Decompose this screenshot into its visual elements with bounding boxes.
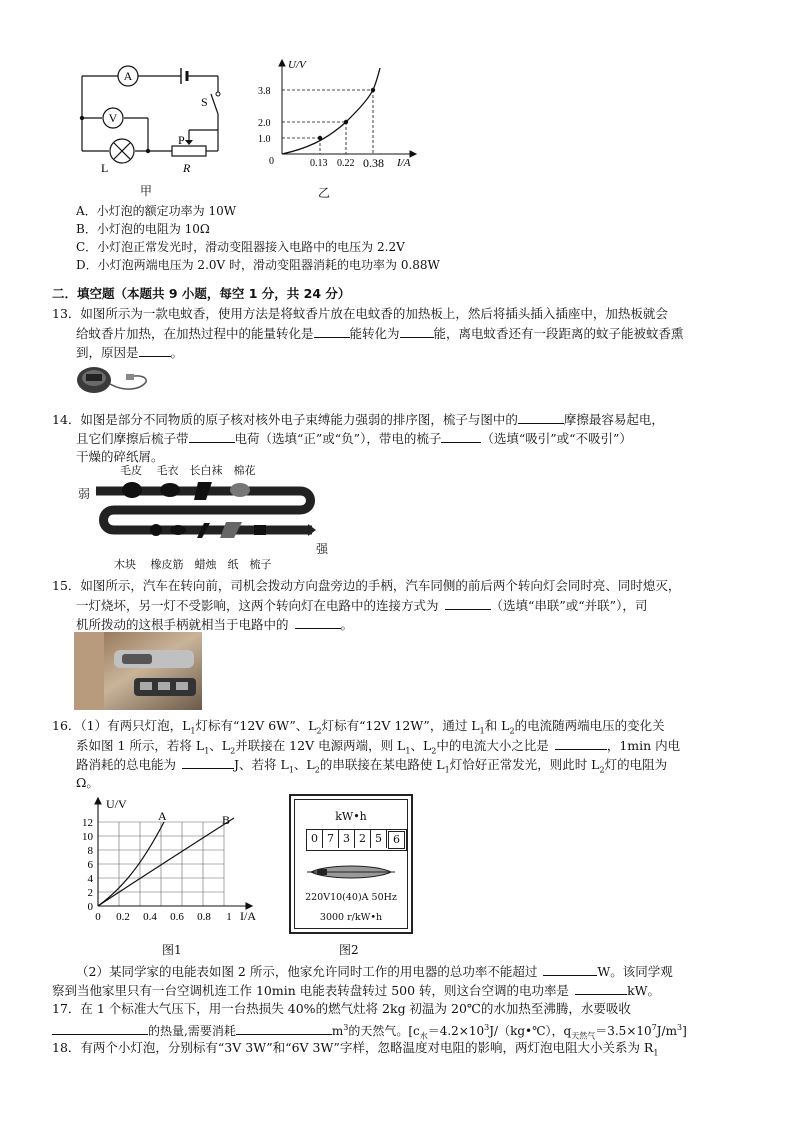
fig1-y-tick: 4: [87, 873, 93, 885]
meter-spec-1: 220V10(40)A 50Hz: [305, 892, 397, 903]
meter-digit: 5: [371, 830, 387, 848]
meter-spec-2: 3000 r/kW•h: [319, 912, 383, 923]
fig1-y-tick: 10: [82, 831, 93, 843]
meter-digits: [306, 829, 407, 851]
q13-line2: 给蚊香片加热，在加热过程中的能量转化是 能转化为 能，离电蚊香还有一段距离的蚊子能被蚊香熏: [76, 323, 684, 344]
fig1-x-tick: 0.2: [116, 911, 130, 923]
meter-digit-decimal: 6: [388, 831, 405, 849]
fig1-y-tick: 8: [87, 845, 93, 857]
triboelectric-series-image: [94, 476, 316, 548]
q15-line3: 机所拨动的这根手柄就相当于电路中的 。: [76, 614, 353, 635]
fig1-x-tick: 0.4: [143, 911, 157, 923]
meter-digit: 0: [307, 830, 323, 848]
q13-line3: 到，原因是 。: [76, 342, 183, 363]
voltmeter-label: V: [108, 111, 118, 125]
lamp-label: L: [101, 161, 109, 175]
rheostat-label: R: [183, 161, 191, 175]
q17-line1: 17．在 1 个标准大气压下，用一台热损失 40%的燃气灶将 2kg 初温为 20℃的水加热至沸腾，水要吸收: [52, 1001, 631, 1016]
y-tick: 2.0: [258, 118, 271, 129]
fig1-y-tick: 6: [87, 859, 93, 871]
switch-label: S: [201, 95, 208, 109]
curve-a-label: A: [158, 809, 167, 823]
ammeter-label: A: [123, 69, 133, 83]
q14-line1: 14．如图是部分不同物质的原子核对核外电子束缚能力强弱的排序图，梳子与图中的 摩擦最容易起电，: [52, 409, 664, 430]
q16-part2-line2: 察到当他家里只有一台空调机连工作 10min 电能表转盘转过 500 转，则这台空调的电功率是 kW。: [52, 980, 660, 1001]
electric-meter: [289, 794, 413, 934]
x-tick: 0.38: [363, 156, 384, 170]
fig2-caption: 图2: [339, 943, 359, 957]
x-tick: 0.13: [310, 158, 328, 169]
fig1-y-tick: 2: [87, 887, 93, 899]
q14-line3: 干燥的碎纸屑。: [76, 449, 164, 464]
figure1-chart: [74, 796, 264, 928]
turn-signal-lever-image: [74, 632, 202, 710]
fig1-ylabel: U/V: [106, 797, 127, 811]
strong-label: 强: [316, 542, 329, 556]
q16-line2: 系如图 1 所示，若将 $L_1$、$L_2$并联接在 12V 电源两端，则 $L_1$、$L_2$中的电流大小之比是 ，1min 内电: [76, 735, 680, 762]
graph-origin: 0: [269, 156, 274, 167]
series-bottom-labels: 木块 橡皮筋 蜡烛 纸 梳子: [114, 558, 272, 571]
y-tick: 1.0: [258, 134, 271, 145]
q15-line2: 一灯烧坏，另一灯不受影响，这两个转向灯在电路中的连接方式为 （选填“串联”或“并联”），司: [76, 595, 647, 616]
q16-line3: 路消耗的总电能为 J、若将 $L_1$、$L_2$的串联接在某电路使 $L_1$灯恰好正常发光，则此时 $L_2$灯的电阻为: [76, 754, 667, 781]
fig1-y-tick: 12: [82, 817, 93, 829]
slider-label: P: [178, 133, 185, 147]
fig1-xlabel: I/A: [240, 909, 256, 923]
section-title: 二．填空题（本题共 9 小题，每空 1 分，共 24 分）: [52, 286, 351, 301]
fig1-x-tick: 0.6: [170, 911, 184, 923]
option-d: D．小灯泡两端电压为 2.0V 时，滑动变阻器消耗的电功率为 0.88W: [76, 258, 440, 272]
weak-label: 弱: [78, 487, 91, 501]
curve-b-label: B: [222, 813, 231, 827]
option-a: A．小灯泡的额定功率为 10W: [76, 204, 237, 218]
mosquito-heater-image: [74, 362, 150, 400]
q14-line2: 且它们摩擦后梳子带 电荷（选填“正”或“负”），带电的梳子 （选填“吸引”或“不吸引”）: [76, 428, 632, 449]
series-top-labels: 毛皮 毛衣 长白袜 棉花: [120, 464, 256, 477]
y-tick: 3.8: [258, 86, 271, 97]
meter-digit: 2: [355, 830, 371, 848]
q13-line1: 13．如图所示为一款电蚊香，使用方法是将蚊香片放在电蚊香的加热板上，然后将插头插入插座中，加热板就会: [52, 306, 668, 321]
meter-digit: 3: [339, 830, 355, 848]
q16-line1: 16．（1）有两只灯泡，$L_1$灯标有“12V 6W”、$L_2$灯标有“12V 12W”，通过 $L_1$和 $L_2$的电流随两端电压的变化关: [52, 718, 665, 736]
meter-unit: kW•h: [335, 810, 367, 823]
fig1-caption: 图1: [162, 943, 182, 957]
fig1-y-tick: 0: [87, 901, 93, 913]
option-c: C．小灯泡正常发光时，滑动变阻器接入电路中的电压为 2.2V: [76, 240, 405, 254]
option-b: B．小灯泡的电阻为 10Ω: [76, 222, 210, 236]
iu-graph: [255, 56, 425, 176]
fig1-x-tick: 1: [226, 911, 232, 923]
meter-disc: [307, 864, 395, 880]
q16-part2-line1: （2）某同学家的电能表如图 2 所示，他家允许同时工作的用电器的总功率不能超过 W。该同学观: [76, 961, 673, 982]
q16-line4: Ω。: [76, 775, 99, 790]
graph-caption: 乙: [318, 186, 331, 200]
q18-line1: 18．有两个小灯泡，分别标有“3V 3W”和“6V 3W”字样，忽略温度对电阻的影响，两灯泡电阻大小关系为 $R_1$: [52, 1040, 659, 1058]
circuit-diagram: [64, 58, 224, 178]
graph-xlabel: I/A: [397, 157, 411, 169]
x-tick: 0.22: [337, 158, 355, 169]
meter-digit: 7: [323, 830, 339, 848]
q17-line2: 的热量,需要消耗 $m^3$的天然气。[$c_水=4.2\times 10^3J/(kg•℃)$，$q_{天然气}=3.5\times 10^7J/m^3$]: [52, 1018, 687, 1046]
graph-ylabel: U/V: [288, 59, 306, 71]
circuit-caption: 甲: [140, 184, 153, 198]
q15-line1: 15．如图所示，汽车在转向前，司机会拨动方向盘旁边的手柄，汽车同侧的前后两个转向灯会同时亮、同时熄灭，: [52, 578, 681, 593]
fig1-x-origin: 0: [95, 911, 101, 923]
fig1-x-tick: 0.8: [197, 911, 211, 923]
